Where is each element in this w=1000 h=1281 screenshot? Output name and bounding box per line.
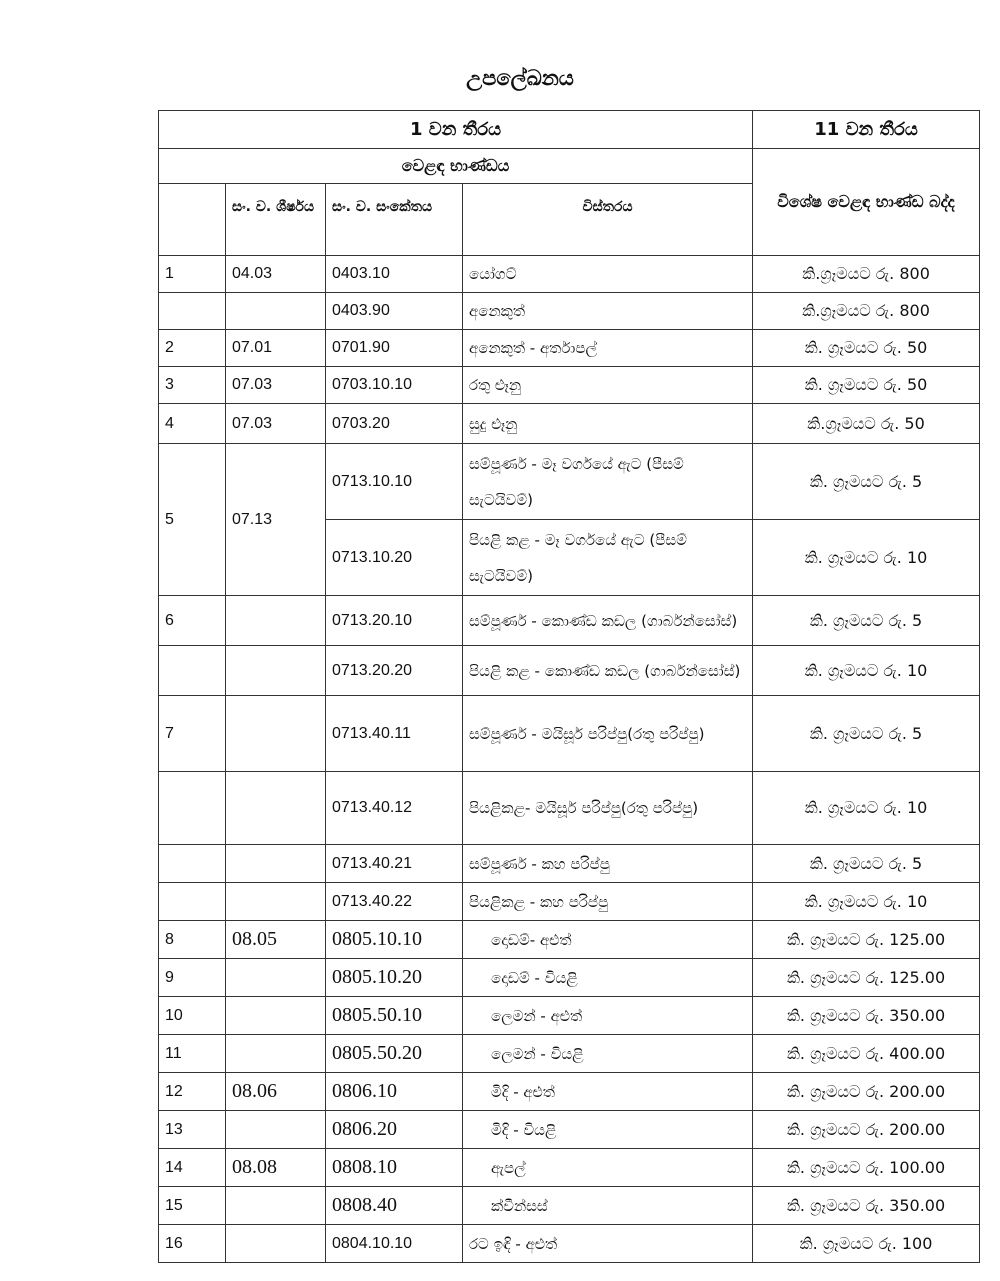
hs-code: 0713.20.20 — [326, 646, 463, 696]
schedule-table — [158, 110, 980, 1263]
goods-header: වෙළඳ භාණ්ඩය — [159, 149, 753, 184]
duty-rate: කි. ග්‍රෑමයට රු. 350.00 — [753, 1187, 980, 1225]
table-row — [159, 959, 980, 997]
table-row — [159, 1225, 980, 1263]
hs-code: 0805.10.20 — [326, 959, 463, 997]
row-number: 13 — [159, 1111, 226, 1149]
row-number — [159, 293, 226, 330]
description: ඇපල් — [463, 1149, 753, 1187]
hs-code: 0808.10 — [326, 1149, 463, 1187]
hs-code: 0713.40.12 — [326, 772, 463, 845]
table-row — [159, 596, 980, 646]
row-number: 5 — [159, 444, 226, 596]
page-title: උපලේඛනය — [466, 66, 574, 90]
hs-code: 0805.50.20 — [326, 1035, 463, 1073]
description: මිදි - අළුත් — [463, 1073, 753, 1111]
table-row — [159, 997, 980, 1035]
hs-code: 0805.10.10 — [326, 921, 463, 959]
hs-heading — [226, 293, 326, 330]
description: රතු ළූනු — [463, 367, 753, 404]
description-header: විස්තරය — [463, 184, 753, 256]
table-row — [159, 256, 980, 293]
table-row — [159, 646, 980, 696]
row-number: 7 — [159, 696, 226, 772]
hs-code: 0806.20 — [326, 1111, 463, 1149]
description: පියළි කළ - කොණ්ඩ කඩල (ගාර්බන්සෝස්) — [463, 646, 753, 696]
table-row — [159, 1187, 980, 1225]
duty-rate: කි. ග්‍රෑමයට රු. 100.00 — [753, 1149, 980, 1187]
description: අනෙකුත් — [463, 293, 753, 330]
description: රට ඉඳි - අළුත් — [463, 1225, 753, 1263]
description: අනෙකුත් - අර්තාපල් — [463, 330, 753, 367]
row-number: 2 — [159, 330, 226, 367]
table-row — [159, 367, 980, 404]
row-number: 9 — [159, 959, 226, 997]
description: පියළිකළ- මයිසූර් පරිප්පු(රතු පරිප්පු) — [463, 772, 753, 845]
hs-code: 0806.10 — [326, 1073, 463, 1111]
hs-code: 0713.10.20 — [326, 520, 463, 596]
duty-rate: කි. ග්‍රෑමයට රු. 10 — [753, 520, 980, 596]
hs-heading — [226, 696, 326, 772]
description: ලෙමන් - වියළි — [463, 1035, 753, 1073]
row-number: 10 — [159, 997, 226, 1035]
table-row — [159, 293, 980, 330]
hs-heading: 08.05 — [226, 921, 326, 959]
table-row — [159, 1035, 980, 1073]
duty-rate: කි. ග්‍රෑමයට රු. 400.00 — [753, 1035, 980, 1073]
row-number: 3 — [159, 367, 226, 404]
hs-heading: 04.03 — [226, 256, 326, 293]
row-number: 4 — [159, 404, 226, 444]
hs-code: 0804.10.10 — [326, 1225, 463, 1263]
description: සම්පූර්ණ - කහ පරිප්පු — [463, 845, 753, 883]
hs-heading — [226, 1111, 326, 1149]
duty-rate: කි. ග්‍රෑමයට රු. 5 — [753, 696, 980, 772]
row-number: 12 — [159, 1073, 226, 1111]
hs-code: 0713.10.10 — [326, 444, 463, 520]
row-number: 14 — [159, 1149, 226, 1187]
hs-heading — [226, 772, 326, 845]
duty-rate: කි. ග්‍රෑමයට රු. 350.00 — [753, 997, 980, 1035]
duty-rate: කි. ග්‍රෑමයට රු. 100 — [753, 1225, 980, 1263]
duty-rate: කි. ග්‍රෑමයට රු. 5 — [753, 596, 980, 646]
duty-rate: කි. ග්‍රෑමයට රු. 5 — [753, 444, 980, 520]
duty-rate: කි. ග්‍රෑමයට රු. 10 — [753, 646, 980, 696]
hs-code: 0403.10 — [326, 256, 463, 293]
hs-heading — [226, 596, 326, 646]
hs-heading — [226, 1187, 326, 1225]
duty-rate: කි. ග්‍රෑමයට රු. 125.00 — [753, 921, 980, 959]
row-number: 11 — [159, 1035, 226, 1073]
description: සුදු ළූනු — [463, 404, 753, 444]
hs-heading — [226, 959, 326, 997]
hs-heading: 07.01 — [226, 330, 326, 367]
row-number — [159, 646, 226, 696]
column-11-header: 11 වන තීරය — [753, 111, 980, 149]
description: සම්පූර්ණ - කොණ්ඩ කඩල (ගාර්බන්සෝස්) — [463, 596, 753, 646]
row-number: 15 — [159, 1187, 226, 1225]
duty-rate: කි. ග්‍රෑමයට රු. 200.00 — [753, 1111, 980, 1149]
row-number: 1 — [159, 256, 226, 293]
hs-code: 0403.90 — [326, 293, 463, 330]
description: පියළිකළ - කහ පරිප්පු — [463, 883, 753, 921]
hs-code: 0701.90 — [326, 330, 463, 367]
description: ක්වීන්සස් — [463, 1187, 753, 1225]
duty-rate: කි. ග්‍රෑමයට රු. 125.00 — [753, 959, 980, 997]
table-row — [159, 330, 980, 367]
hs-heading — [226, 1035, 326, 1073]
row-number-header — [159, 184, 226, 256]
special-duty-header: විශේෂ වෙළඳ භාණ්ඩ බද්ද — [753, 149, 980, 256]
row-number — [159, 883, 226, 921]
hs-code-header: සං. ව. සංකේතය — [326, 184, 463, 256]
hs-code: 0713.40.22 — [326, 883, 463, 921]
table-row — [159, 1111, 980, 1149]
hs-heading — [226, 646, 326, 696]
hs-code: 0808.40 — [326, 1187, 463, 1225]
hs-code: 0703.20 — [326, 404, 463, 444]
description: යෝගට් — [463, 256, 753, 293]
hs-heading — [226, 845, 326, 883]
table-row — [159, 1149, 980, 1187]
description: ලෙමන් - අළුත් — [463, 997, 753, 1035]
duty-rate: කි.ග්‍රෑමයට රු. 800 — [753, 256, 980, 293]
hs-code: 0713.40.21 — [326, 845, 463, 883]
row-number — [159, 772, 226, 845]
duty-rate: කි. ග්‍රෑමයට රු. 10 — [753, 883, 980, 921]
row-number: 8 — [159, 921, 226, 959]
table-row — [159, 845, 980, 883]
hs-heading — [226, 1225, 326, 1263]
hs-heading: 07.03 — [226, 367, 326, 404]
description: දොඩම්- අළුත් — [463, 921, 753, 959]
description: සම්පූර්ණ - මයිසූර් පරිප්පු(රතු පරිප්පු) — [463, 696, 753, 772]
hs-code: 0805.50.10 — [326, 997, 463, 1035]
table-row — [159, 921, 980, 959]
hs-code: 0713.40.11 — [326, 696, 463, 772]
duty-rate: කි. ග්‍රෑමයට රු. 50 — [753, 367, 980, 404]
hs-heading: 08.08 — [226, 1149, 326, 1187]
hs-heading-header: සං. ව. ශීර්ෂය — [226, 184, 326, 256]
hs-heading — [226, 997, 326, 1035]
hs-code: 0713.20.10 — [326, 596, 463, 646]
hs-heading: 07.13 — [226, 444, 326, 596]
table-row — [159, 883, 980, 921]
description: මිදි - වියළි — [463, 1111, 753, 1149]
description: සම්පූර්ණ - මෑ වර්ගයේ ඇට (පීසම් සැටයිවම්) — [463, 444, 753, 520]
duty-rate: කි. ග්‍රෑමයට රු. 50 — [753, 330, 980, 367]
duty-rate: කි.ග්‍රෑමයට රු. 800 — [753, 293, 980, 330]
hs-heading: 07.03 — [226, 404, 326, 444]
duty-rate: කි.ග්‍රෑමයට රු. 50 — [753, 404, 980, 444]
description: දොඩම් - වියළි — [463, 959, 753, 997]
row-number — [159, 845, 226, 883]
table-row — [159, 772, 980, 845]
duty-rate: කි. ග්‍රෑමයට රු. 10 — [753, 772, 980, 845]
table-row — [159, 404, 980, 444]
table-row — [159, 696, 980, 772]
duty-rate: කි. ග්‍රෑමයට රු. 200.00 — [753, 1073, 980, 1111]
duty-rate: කි. ග්‍රෑමයට රු. 5 — [753, 845, 980, 883]
hs-heading: 08.06 — [226, 1073, 326, 1111]
table-row — [159, 444, 980, 520]
description: පියළි කළ - මෑ වර්ගයේ ඇට (පීසම් සැටයිවම්) — [463, 520, 753, 596]
hs-code: 0703.10.10 — [326, 367, 463, 404]
hs-heading — [226, 883, 326, 921]
row-number: 6 — [159, 596, 226, 646]
table-row — [159, 1073, 980, 1111]
column-1-header: 1 වන තීරය — [159, 111, 753, 149]
row-number: 16 — [159, 1225, 226, 1263]
